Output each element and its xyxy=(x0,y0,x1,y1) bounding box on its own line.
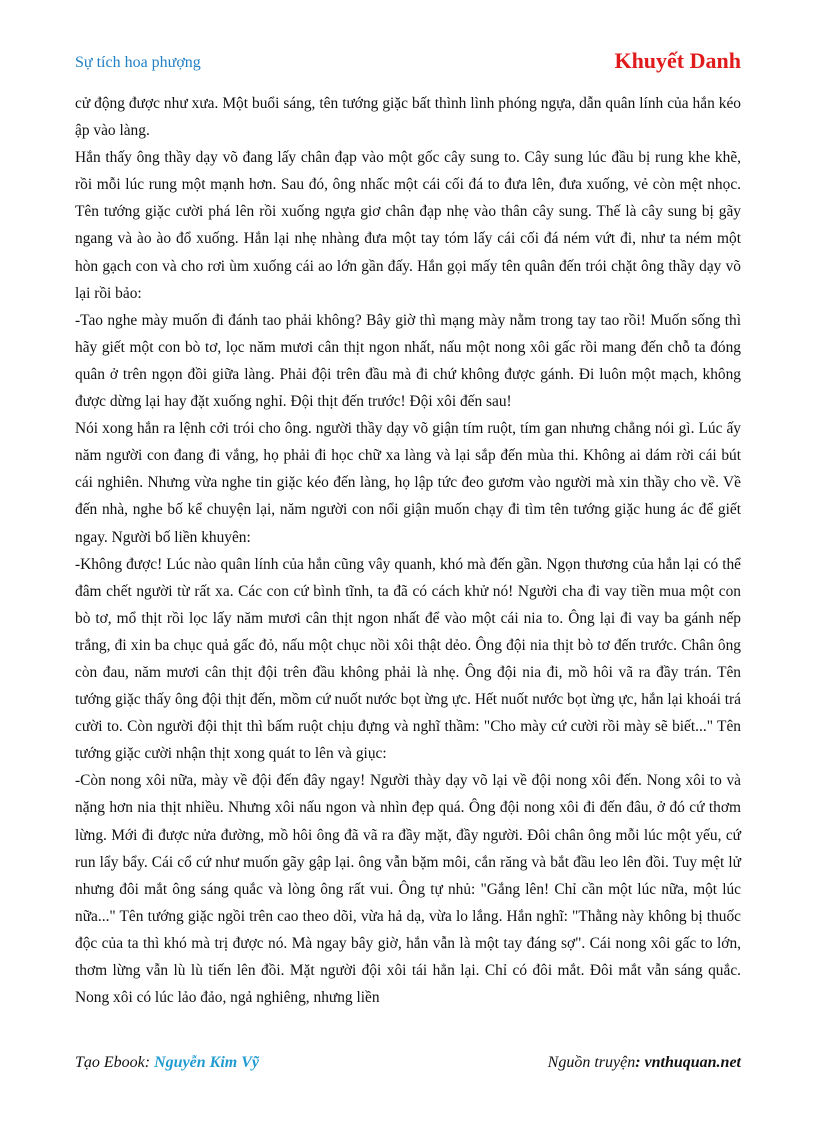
ebook-label: Tạo Ebook xyxy=(75,1054,145,1071)
book-title: Sự tích hoa phượng xyxy=(75,54,201,71)
ebook-creator-name: Nguyễn Kim Vỹ xyxy=(154,1054,259,1071)
paragraph: cử động được như xưa. Một buổi sáng, tên tướng giặc bất thình lình phóng ngựa, dẫn quân lính của hắn kéo ập vào làng. xyxy=(75,95,741,140)
source-site: vnthuquan.net xyxy=(644,1054,741,1071)
paragraph: -Tao nghe mày muốn đi đánh tao phải không? Bây giờ thì mạng mày nằm trong tay tao rồi! Muốn sống thì hãy giết một con bò tơ, lọc năm mươi cân thịt ngon nhất, nấu một nong xôi gấc rồi mang đến chỗ ta đóng quân ở trên ngọn đồi giữa làng. Phải đội trên đầu mà đi chứ không được gánh. Đi luôn một mạch, không được dừng lại hay đặt xuống nghỉ. Đội thịt đến trước! Đội xôi đến sau! xyxy=(75,311,741,411)
paragraph: Nói xong hắn ra lệnh cởi trói cho ông. người thầy dạy võ giận tím ruột, tím gan nhưng chẳng nói gì. Lúc ấy năm người con đang đi vắng, họ phải đi học chữ xa làng và lại sắp đến mùa thi. Không ai dám rời cái bút cái nghiên. Nhưng vừa nghe tin giặc kéo đến làng, họ lập tức đeo gươm vào người mà xin thầy cho về. Về đến nhà, nghe bố kể chuyện lại, năm người con nổi giận muốn chạy đi tìm tên tướng giặc hung ác để giết ngay. Người bố liền khuyên: xyxy=(75,420,741,546)
ebook-credit xyxy=(75,1054,259,1072)
ebook-separator: : xyxy=(144,1054,155,1071)
story-body xyxy=(75,90,741,1011)
page-footer xyxy=(75,1054,741,1078)
source-label: Nguồn truyện xyxy=(547,1054,636,1071)
author-name: Khuyết Danh xyxy=(614,48,741,73)
source-credit xyxy=(548,1054,741,1072)
paragraph: -Còn nong xôi nữa, mày về đội đến đây ngay! Người thày dạy võ lại về đội nong xôi đến. Nong xôi to và nặng hơn nia thịt nhiều. Nhưng xôi nấu ngon và nhìn đẹp quá. Ông đội nong xôi đi đến đâu, ở đó cứ thơm lừng. Mới đi được nửa đường, mồ hôi ông đã vã ra đầy mặt, đầy người. Đôi chân ông mỗi lúc một yếu, cứ run lẩy bẩy. Cái cổ cứ như muốn gãy gập lại. ông vẫn bặm môi, cắn răng và bắt đầu leo lên đồi. Tuy mệt lử nhưng đôi mắt ông sáng quắc và lòng ông rất vui. Ông tự nhủ: "Gắng lên! Chỉ cần một lúc nữa, một lúc nữa..." Tên tướng giặc ngồi trên cao theo dõi, vừa hả dạ, vừa lo lắng. Hắn nghĩ: "Thằng này không bị thuốc độc của ta thì khó mà trị được nó. Mà ngay bây giờ, hắn vẫn là một tay đáng sợ". Cái nong xôi gấc to lớn, thơm lừng vẫn lù lù tiến lên đồi. Mặt người đội xôi tái hẳn lại. Chỉ có đôi mắt. Đôi mắt vẫn sáng quắc. Nong xôi có lúc lảo đảo, ngả nghiêng, nhưng liền xyxy=(75,772,741,1007)
paragraph: Hắn thấy ông thầy dạy võ đang lấy chân đạp vào một gốc cây sung to. Cây sung lúc đầu bị rung khe khẽ, rồi mỗi lúc rung một mạnh hơn. Sau đó, ông nhấc một cái cối đá to đưa lên, đưa xuống, vẻ còn mệt nhọc. Tên tướng giặc cười phá lên rồi xuống ngựa giơ chân đạp nhẹ vào thân cây sung. Thế là cây sung bị gãy ngang và ào ào đổ xuống. Hắn lại nhẹ nhàng đưa một tay tóm lấy cái cối đá ném vứt đi, như ta ném một hòn gạch con và cho rơi ùm xuống cái ao lớn gần đấy. Hắn gọi mấy tên quân đến trói chặt ông thầy dạy võ lại rồi bảo: xyxy=(75,149,741,302)
source-separator: : xyxy=(635,1054,645,1071)
paragraph: -Không được! Lúc nào quân lính của hắn cũng vây quanh, khó mà đến gần. Ngọn thương của hắn lại có thể đâm chết người từ rất xa. Các con cứ bình tĩnh, ta đã có cách khử nó! Người cha đi vay tiền mua một con bò tơ, mổ thịt rồi lọc lấy năm mươi cân thịt ngon nhất để vào một cái nia to. Ông lại đi vay ba gánh nếp trắng, đi xin ba chục quả gấc đỏ, nấu một chục nồi xôi thật dẻo. Ông đội nia thịt bò tơ đến trước. Chân ông còn đau, năm mươi cân thịt đội trên đầu không phải là nhẹ. Ông đội nia đi, mồ hôi vã ra đầy trán. Tên tướng giặc thấy ông đội thịt đến, mồm cứ nuốt nước bọt ừng ực. Hết nuốt nước bọt ừng ực, hắn lại khoái trá cười to. Còn người đội thịt thì bấm ruột chịu đựng và nghĩ thầm: "Cho mày cứ cười rồi mày sẽ biết..." Tên tướng giặc cười nhận thịt xong quát to lên và giục: xyxy=(75,555,741,763)
page-header xyxy=(75,48,741,76)
